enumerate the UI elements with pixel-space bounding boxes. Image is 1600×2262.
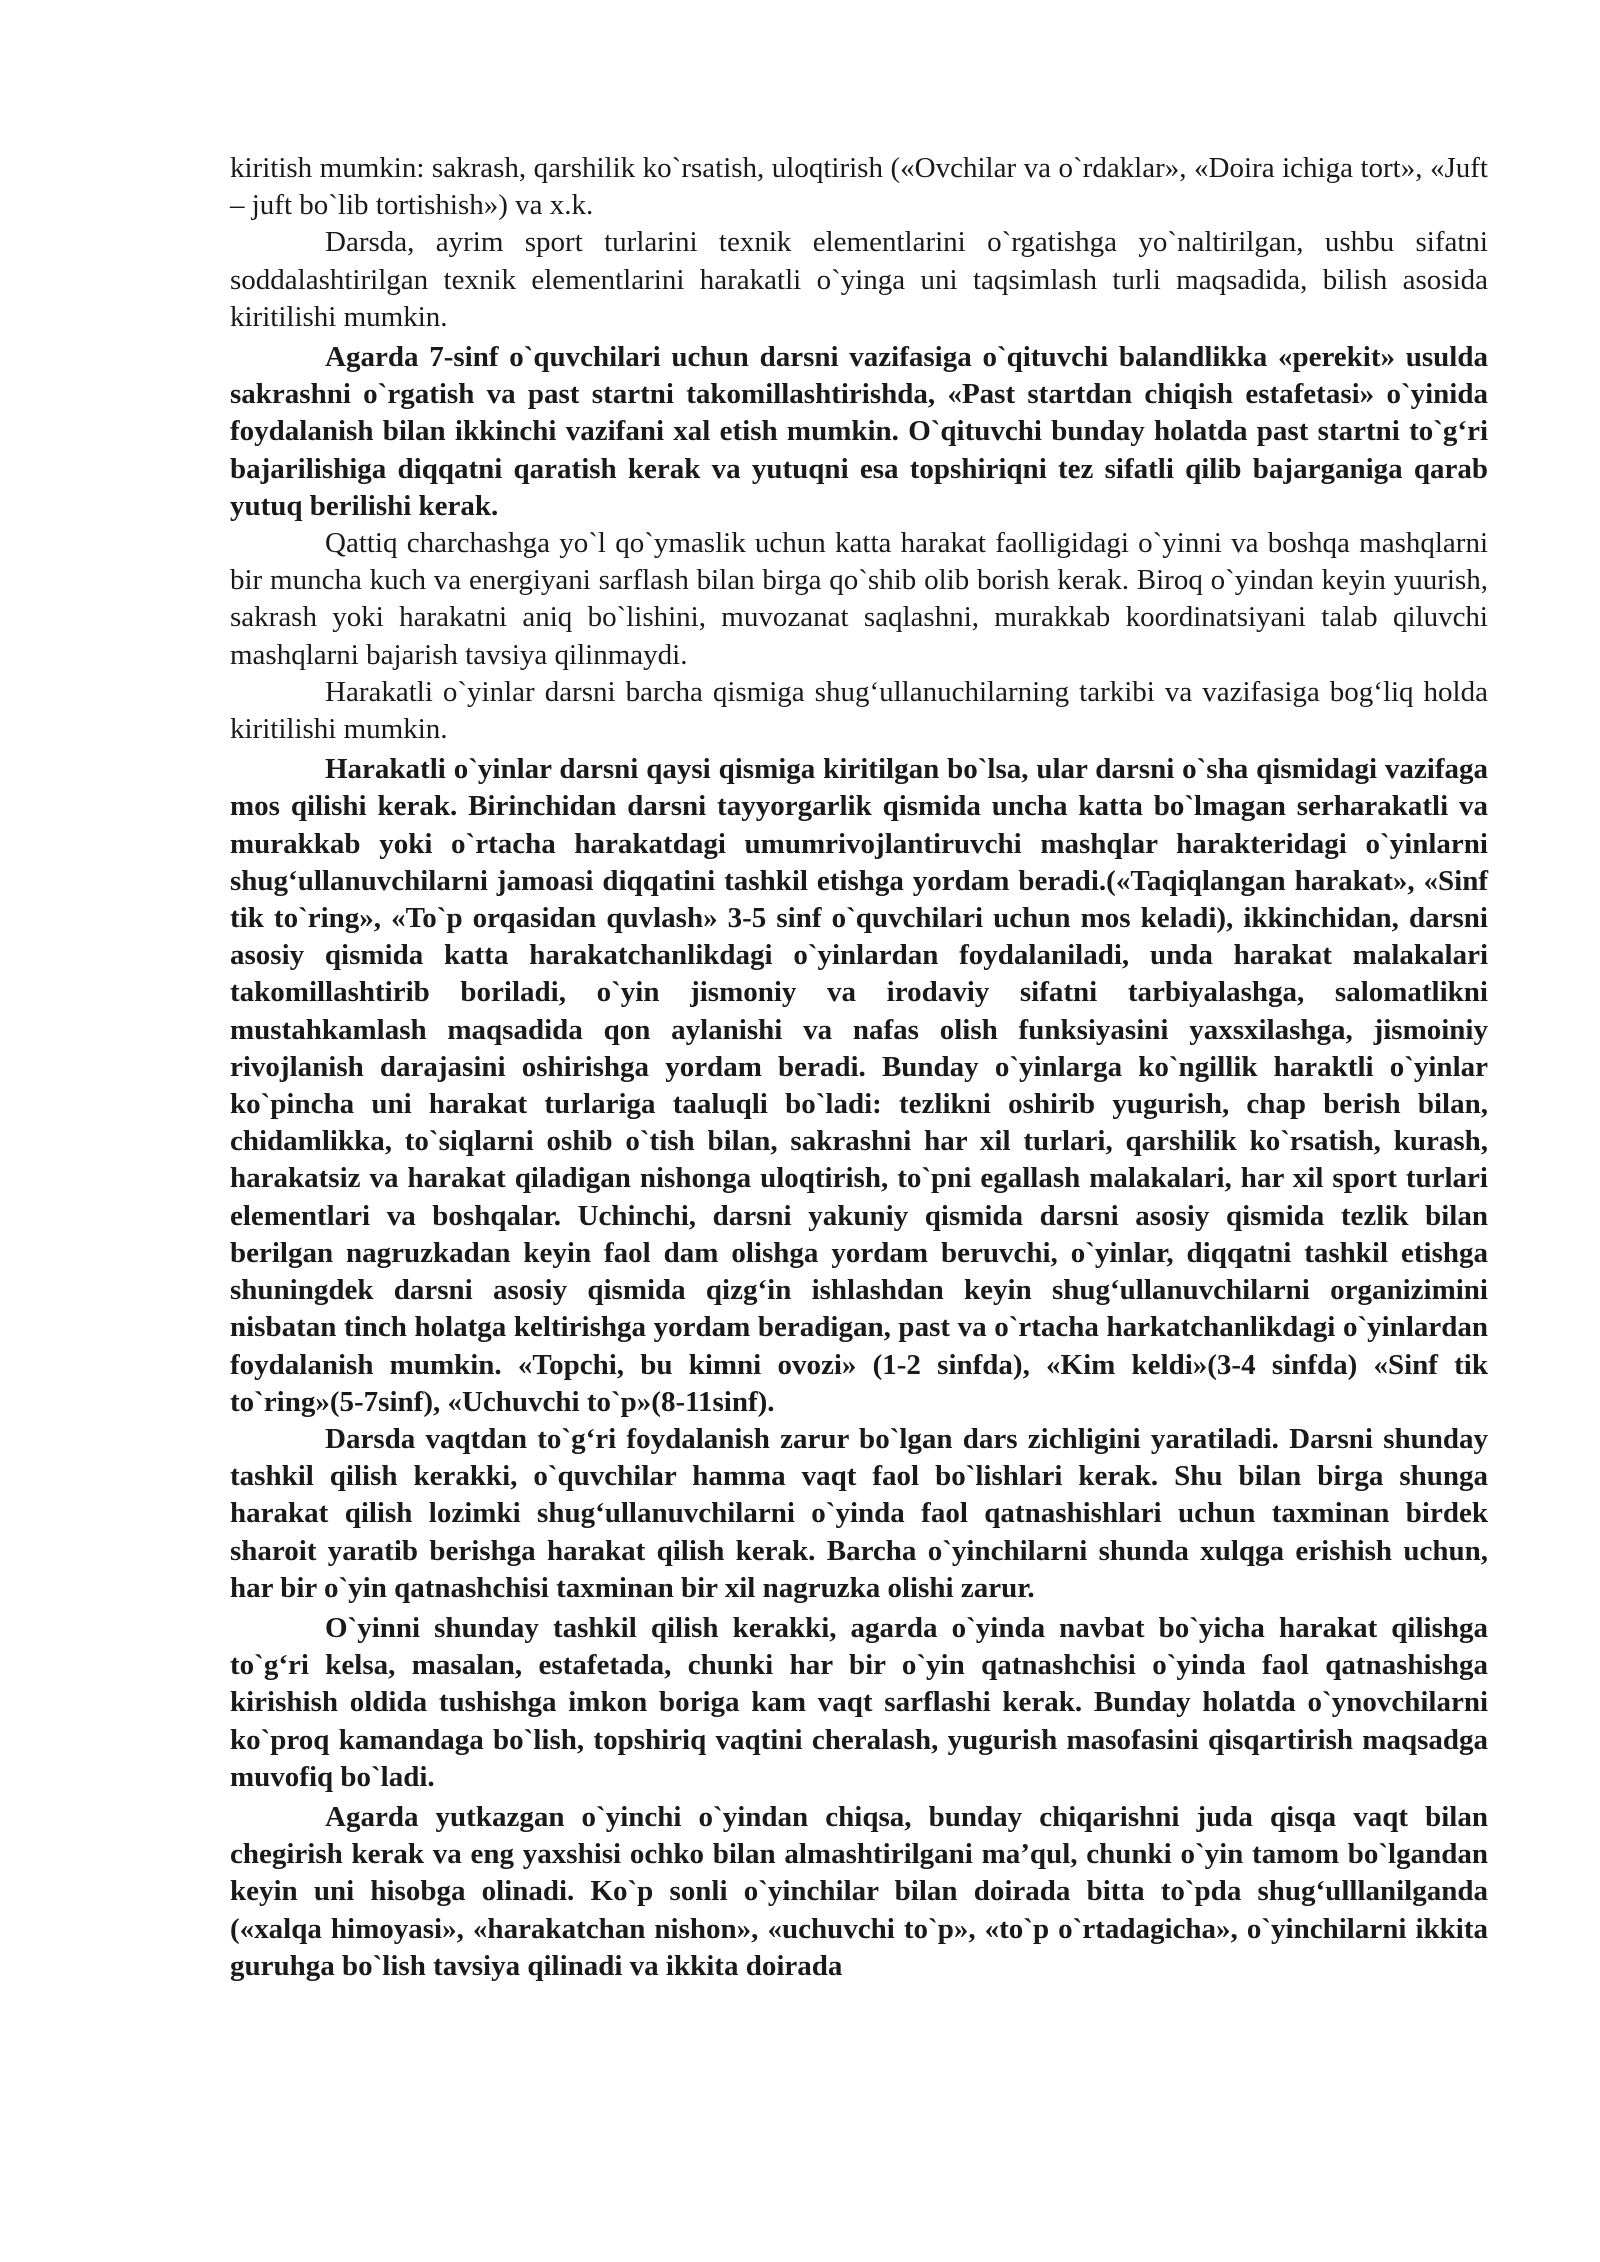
- document-page: [230, 150, 1488, 1985]
- paragraph-7: Darsda vaqtdan to`g‘ri foydalanish zarur bo`lgan dars zichligini yaratiladi. Darsni shunday tashkil qilish kerakki, o`quvchilar hamma vaqt faol bo`lishlari kerak. Shu bilan birga shunga harakat qilish lozimki shug‘ullanuvchilarni o`yinda faol qatnashishlari uchun taxminan birdek sharoit yaratib berishga harakat qilish kerak. Barcha o`yinchilarni shunda xulqga erishish uchun, har bir o`yin qatnashchisi taxminan bir xil nagruzka olishi zarur.: [230, 1422, 1488, 1604]
- paragraph-4: Qattiq charchashga yo`l qo`ymaslik uchun katta harakat faolligidagi o`yinni va boshqa mashqlarni bir muncha kuch va energiyani sarflash bilan birga qo`shib olib borish kerak. Biroq o`yindan keyin yuurish, sakrash yoki harakatni aniq bo`lishini, muvozanat saqlashni, murakkab koordinatsiyani talab qiluvchi mashqlarni bajarish tavsiya qilinmaydi.: [230, 527, 1488, 671]
- paragraph-3: Agarda 7-sinf o`quvchilari uchun darsni vazifasiga o`qituvchi balandlikka «perekit» usulda sakrashni o`rgatish va past startni takomillashtirishda, «Past startdan chiqish estafetasi» o`yinida foydalanish bilan ikkinchi vazifani xal etish mumkin. O`qituvchi bunday holatda past startni to`g‘ri bajarilishiga diqqatni qaratish kerak va yutuqni esa topshiriqni tez sifatli qilib bajarganiga qarab yutuq berilishi kerak.: [230, 341, 1488, 522]
- paragraph-6: Harakatli o`yinlar darsni qaysi qismiga kiritilgan bo`lsa, ular darsni o`sha qismidagi vazifaga mos qilishi kerak. Birinchidan darsni tayyorgarlik qismida uncha katta bo`lmagan serharakatli va murakkab yoki o`rtacha harakatdagi umumrivojlantiruvchi mashqlar harakteridagi o`yinlarni shug‘ullanuvchilarni jamoasi diqqatini tashkil etishga yordam beradi.(«Taqiqlangan harakat», «Sinf tik to`ring», «To`p orqasidan quvlash» 3-5 sinf o`quvchilari uchun mos keladi), ikkinchidan, darsni asosiy qismida katta harakatchanlikdagi o`yinlardan foydalaniladi, unda harakat malakalari takomillashtirib boriladi, o`yin jismoniy va irodaviy sifatni tarbiyalashga, salomatlikni mustahkamlash maqsadida qon aylanishi va nafas olish funksiyasini yaxsxilashga, jismoiniy rivojlanish darajasini oshirishga yordam beradi. Bunday o`yinlarga ko`ngillik haraktli o`yinlar ko`pincha uni harakat turlariga taaluqli bo`ladi: tezlikni oshirib yugurish, chap berish bilan, chidamlikka, to`siqlarni oshib o`tish bilan, sakrashni har xil turlari, qarshilik ko`rsatish, kurash, harakatsiz va harakat qiladigan nishonga uloqtirish, to`pni egallash malakalari, har xil sport turlari elementlari va boshqalar. Uchinchi, darsni yakuniy qismida darsni asosiy qismida tezlik bilan berilgan nagruzkadan keyin faol dam olishga yordam beruvchi, o`yinlar, diqqatni tashkil etishga shuningdek darsni asosiy qismida qizg‘in ishlashdan keyin shug‘ullanuvchilarni organizimini nisbatan tinch holatga keltirishga yordam beradigan, past va o`rtacha harkatchanlikdagi o`yinlardan foydalanish mumkin. «Topchi, bu kimni ovozi» (1-2 sinfda), «Kim keldi»(3-4 sinfda) «Sinf tik to`ring»(5-7sinf), «Uchuvchi to`p»(8-11sinf).: [230, 753, 1488, 1418]
- paragraph-5: Harakatli o`yinlar darsni barcha qismiga shug‘ullanuchilarning tarkibi va vazifasiga bog‘liq holda kiritilishi mumkin.: [230, 675, 1488, 746]
- paragraph-8: O`yinni shunday tashkil qilish kerakki, agarda o`yinda navbat bo`yicha harakat qilishga to`g‘ri kelsa, masalan, estafetada, chunki har bir o`yin qatnashchisi o`yinda faol qatnashishga kirishish oldida tushishga imkon boriga kam vaqt sarflashi kerak. Bunday holatda o`ynovchilarni ko`proq kamandaga bo`lish, topshiriq vaqtini cheralash, yugurish masofasini qisqartirish maqsadga muvofiq bo`ladi.: [230, 1611, 1488, 1793]
- paragraph-2: Darsda, ayrim sport turlarini texnik elementlarini o`rgatishga yo`naltirilgan, ushbu sifatni soddalashtirilgan texnik elementlarini harakatli o`yinga uni taqsimlash turli maqsadida, bilish asosida kiritilishi mumkin.: [230, 226, 1488, 333]
- paragraph-9: Agarda yutkazgan o`yinchi o`yindan chiqsa, bunday chiqarishni juda qisqa vaqt bilan chegirish kerak va eng yaxshisi ochko bilan almashtirilgani ma’qul, chunki o`yin tamom bo`lgandan keyin uni hisobga olinadi. Ko`p sonli o`yinchilar bilan doirada bitta to`pda shug‘ulllanilganda («xalqa himoyasi», «harakatchan nishon», «uchuvchi to`p», «to`p o`rtadagicha», o`yinchilarni ikkita guruhga bo`lish tavsiya qilinadi va ikkita doirada: [230, 1800, 1488, 1982]
- paragraph-1: kiritish mumkin: sakrash, qarshilik ko`rsatish, uloqtirish («Ovchilar va o`rdaklar», «Doira ichiga tort», «Juft – juft bo`lib tortishish») va x.k.: [230, 152, 1488, 222]
